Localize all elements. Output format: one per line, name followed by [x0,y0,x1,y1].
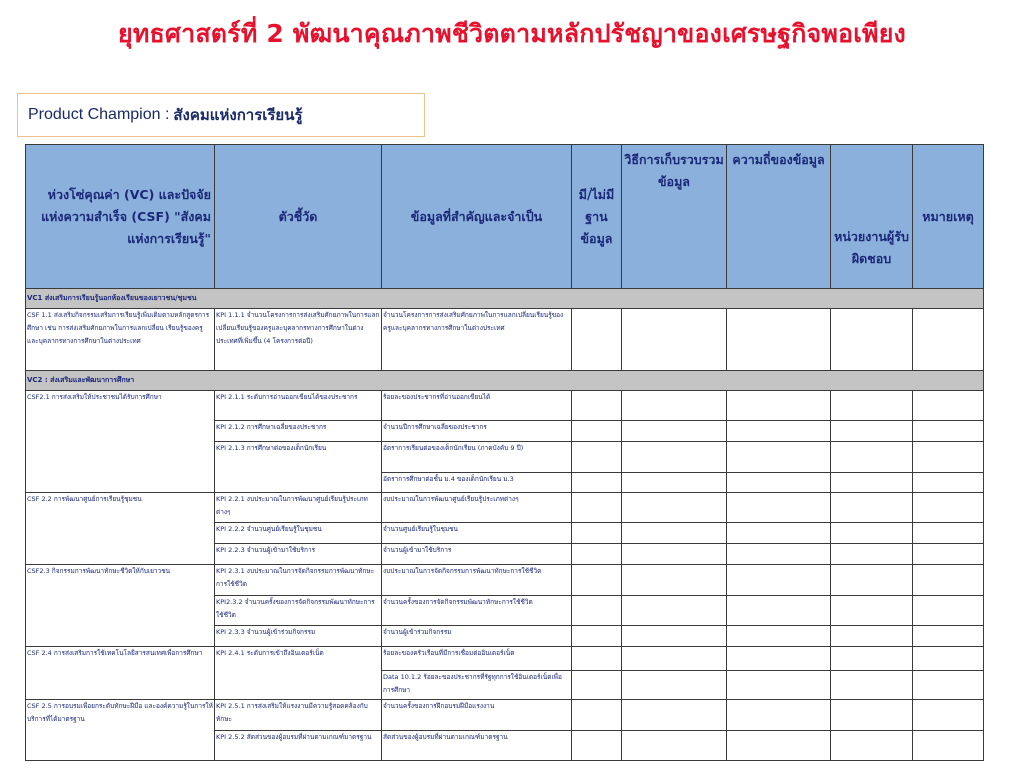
kpi-cell: KPI 2.3.3 จำนวนผู้เข้าร่วมกิจกรรม [215,626,382,647]
product-champion-value: สังคมแห่งการเรียนรู้ [173,106,303,124]
page-title: ยุทธศาสตร์ที่ 2 พัฒนาคุณภาพชีวิตตามหลักปรัชญาของเศรษฐกิจพอเพียง [118,19,906,48]
table-row [26,565,984,596]
vc2-row [26,371,984,391]
kpi-cell: KPI2.3.2 จำนวนครั้งของการจัดกิจกรรมพัฒนาทักษะการใช้ชีวิต [215,596,382,626]
csf-cell: CSF2.3 กิจกรรมการพัฒนาทักษะชีวิตให้กับเยาวชน [26,565,215,647]
kpi-cell: KPI 1.1.1 จำนวนโครงการการส่งเสริมศักยภาพในการแลกเปลี่ยนเรียนรู้ของครูและบุคลากรทางการศึกษาในต่างประเทศที่เพิ่มขึ้น (4 โครงการต่อปี) [215,309,382,371]
header-responsible-unit: หน่วยงานผู้รับผิดชอบ [831,145,913,289]
kpi-cell: KPI 2.4.1 ระดับการเข้าถึงอินเตอร์เน็ต [215,647,382,700]
header-key-data: ข้อมูลที่สำคัญและจำเป็น [382,145,572,289]
kpi-cell: KPI 2.5.1 การส่งเสริมให้แรงงานมีความรู้สอดคล้องกับทักษะ [215,700,382,731]
header-has-database: มี/ไม่มีฐานข้อมูล [572,145,622,289]
kpi-cell: KPI 2.1.1 ระดับการอ่านออกเขียนได้ของประชากร [215,391,382,421]
table-header-row [26,145,984,289]
header-collection-method: วิธีการเก็บรวบรวมข้อมูล [622,145,727,289]
kpi-table [25,144,984,761]
csf-cell: CSF 2.5 การอบรมเพื่อยกระดับทักษะฝีมือ และองค์ความรู้ในการให้บริการที่ได้มาตรฐาน [26,700,215,761]
kpi-cell: KPI 2.1.3 การศึกษาต่อของเด็กนักเรียน [215,442,382,493]
table-row [26,493,984,523]
data-cell: อัตราการเรียนต่อของเด็กนักเรียน (ภาคบังคับ 9 ปี) [382,442,572,473]
table-row [26,647,984,671]
data-cell: ร้อยละของประชากรที่อ่านออกเขียนได้ [382,391,572,421]
csf-cell: CSF 2.2 การพัฒนาศูนย์การเรียนรู้ชุมชน [26,493,215,565]
data-cell: จำนวนผู้เข้าร่วมกิจกรรม [382,626,572,647]
data-cell: จำนวนศูนย์เรียนรู้ในชุมชน [382,523,572,544]
header-vc-csf: ห่วงโซ่คุณค่า (VC) และปัจจัยแห่งความสำเร็จ (CSF) "สังคมแห่งการเรียนรู้" [26,145,215,289]
table-row [26,700,984,731]
product-champion-box [17,93,425,137]
table-row [26,309,984,371]
header-remarks: หมายเหตุ [913,145,984,289]
vc1-row [26,289,984,309]
data-cell: จำนวนครั้งของการฝึกอบรมฝีมือแรงงาน [382,700,572,731]
csf-cell: CSF2.1 การส่งเสริมให้ประชาชนได้รับการศึกษา [26,391,215,493]
data-cell: อัตราการศึกษาต่อชั้น ม.4 ของเด็กนักเรียน ม.3 [382,473,572,493]
product-champion-label: Product Champion : [28,106,170,123]
kpi-cell: KPI 2.3.1 งบประมาณในการจัดกิจกรรมการพัฒนาทักษะการใช้ชีวิต [215,565,382,596]
data-cell: จำนวนปีการศึกษาเฉลี่ยของประชากร [382,421,572,442]
data-cell: งบประมาณในการจัดกิจกรรมการพัฒนาทักษะการใช้ชีวิต [382,565,572,596]
data-cell: สัดส่วนของผู้อบรมที่ผ่านตามเกณฑ์มาตรฐาน [382,731,572,761]
data-cell: งบประมาณในการพัฒนาศูนย์เรียนรู้ประเภทต่างๆ [382,493,572,523]
kpi-cell: KPI 2.5.2 สัดส่วนของผู้อบรมที่ผ่านตามเกณฑ์มาตรฐาน [215,731,382,761]
data-cell: จำนวนผู้เข้ามาใช้บริการ [382,544,572,565]
data-cell: จำนวนโครงการการส่งเสริมศักยภาพในการแลกเปลี่ยนเรียนรู้ของครูและบุคลากรทางการศึกษาในต่างประเทศ [382,309,572,371]
csf-cell: CSF 1.1 ส่งเสริมกิจกรรมเสริมการเรียนรู้เพิ่มเติมตามหลักสูตรการศึกษา เช่น การส่งเสริมศักยภาพในการแลกเปลี่ยน เรียนรู้ของครูและบุคลากรทางการศึกษาในต่างประเทศ [26,309,215,371]
vc2-label: VC2 : ส่งเสริมและพัฒนาการศึกษา [26,371,984,391]
data-cell: ร้อยละของครัวเรือนที่มีการเชื่อมต่ออินเตอร์เน็ต [382,647,572,671]
csf-cell: CSF 2.4 การส่งเสริมการใช้เทคโนโลยีสารสนเทศเพื่อการศึกษา [26,647,215,700]
data-cell: Data 10.1.2 ร้อยละของประชากรที่รัฐทุกการใช้อินเตอร์เน็ตเพื่อการศึกษา [382,671,572,700]
kpi-cell: KPI 2.2.1 งบประมาณในการพัฒนาศูนย์เรียนรู้ประเภทต่างๆ [215,493,382,523]
table-row [26,391,984,421]
header-indicator: ตัวชี้วัด [215,145,382,289]
kpi-cell: KPI 2.2.3 จำนวนผู้เข้ามาใช้บริการ [215,544,382,565]
data-cell: จำนวนครั้งของการจัดกิจกรรมพัฒนาทักษะการใช้ชีวิต [382,596,572,626]
header-data-frequency: ความถี่ของข้อมูล [727,145,831,289]
kpi-cell: KPI 2.2.2 จำนวนศูนย์เรียนรู้ในชุมชน [215,523,382,544]
kpi-cell: KPI 2.1.2 การศึกษาเฉลี่ยของประชากร [215,421,382,442]
vc1-label: VC1 ส่งเสริมการเรียนรู้นอกห้องเรียนของเยาวชน/ชุมชน [26,289,984,309]
